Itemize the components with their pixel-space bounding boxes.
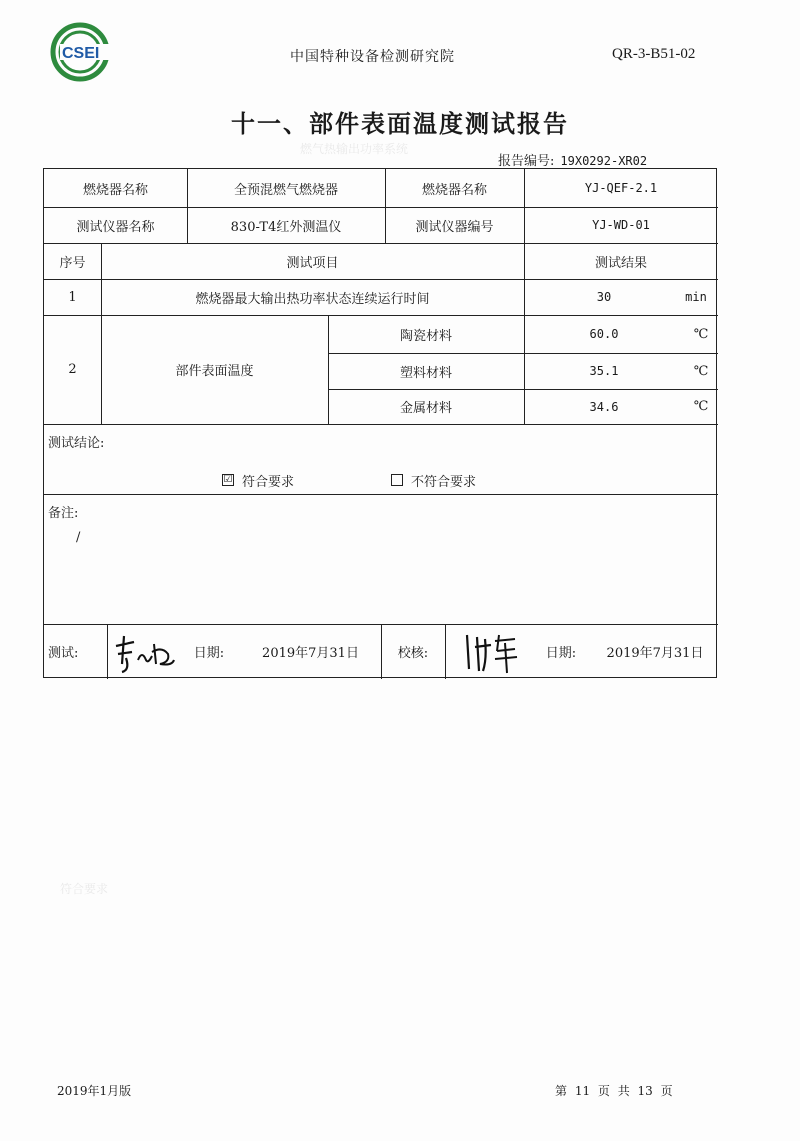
edition: 2019年1月版 <box>57 1084 132 1098</box>
material-metal-value: 34.6 <box>589 399 619 414</box>
col-header-item: 测试项目 <box>286 255 339 271</box>
row1-unit: min <box>685 290 707 304</box>
material-ceramic-unit: ℃ <box>693 326 709 342</box>
material-plastic-label: 塑料材料 <box>399 365 452 381</box>
row1-no: 1 <box>68 289 77 305</box>
material-ceramic-label: 陶瓷材料 <box>399 328 452 344</box>
organization-name: 中国特种设备检测研究院 <box>290 49 455 65</box>
page-title: 十一、部件表面温度测试报告 <box>231 109 569 138</box>
report-number-label: 报告编号: <box>498 154 555 169</box>
page-number: 第 11 页 共 13 页 <box>555 1084 673 1098</box>
instrument-name-label: 测试仪器名称 <box>76 219 155 235</box>
checker-date-label: 日期: <box>545 646 577 661</box>
instrument-name-value: 830-T4红外测温仪 <box>230 219 342 235</box>
report-number <box>498 150 647 169</box>
checker-label: 校核: <box>397 646 429 661</box>
nonconform-text: 不符合要求 <box>411 474 477 490</box>
col-header-no: 序号 <box>59 255 86 271</box>
material-metal-unit: ℃ <box>693 399 709 414</box>
csei-logo <box>50 22 128 82</box>
checker-date: 2019年7月31日 <box>606 646 704 661</box>
material-plastic-unit: ℃ <box>693 363 709 379</box>
material-ceramic-value: 60.0 <box>589 327 619 341</box>
material-metal-label: 金属材料 <box>399 401 452 416</box>
conform-text: 符合要求 <box>242 474 295 490</box>
checked-checkbox-icon: ☑ <box>223 474 233 485</box>
tester-label: 测试: <box>48 646 79 661</box>
tester-signature <box>110 626 180 678</box>
row2-no: 2 <box>68 362 77 377</box>
remarks-value: / <box>76 529 81 545</box>
burner-name-label: 燃烧器名称 <box>82 182 148 198</box>
nonconform-option <box>391 469 476 491</box>
form-code: QR-3-B51-02 <box>612 46 696 62</box>
instrument-no-value: YJ-WD-01 <box>592 218 650 232</box>
row1-value: 30 <box>596 290 612 304</box>
report-number-value: 19X0292-XR02 <box>560 154 648 168</box>
conclusion-label: 测试结论: <box>48 435 105 451</box>
burner-name-value: 全预混燃气燃烧器 <box>233 182 338 198</box>
conform-option <box>222 469 294 491</box>
tester-date-label: 日期: <box>193 646 225 661</box>
burner-model-label: 燃烧器名称 <box>421 182 487 198</box>
instrument-no-label: 测试仪器编号 <box>415 219 494 235</box>
row2-item: 部件表面温度 <box>175 364 254 379</box>
burner-model-value: YJ-QEF-2.1 <box>584 181 658 195</box>
logo-text: CSEI <box>62 45 100 62</box>
unchecked-checkbox-icon <box>391 474 403 486</box>
col-header-result: 测试结果 <box>594 255 647 271</box>
checker-signature <box>454 626 524 678</box>
tester-date: 2019年7月31日 <box>262 646 359 661</box>
material-plastic-value: 35.1 <box>589 364 619 378</box>
report-table <box>43 168 717 678</box>
row1-item: 燃烧器最大输出热功率状态连续运行时间 <box>195 291 430 307</box>
remarks-label: 备注: <box>48 505 79 521</box>
